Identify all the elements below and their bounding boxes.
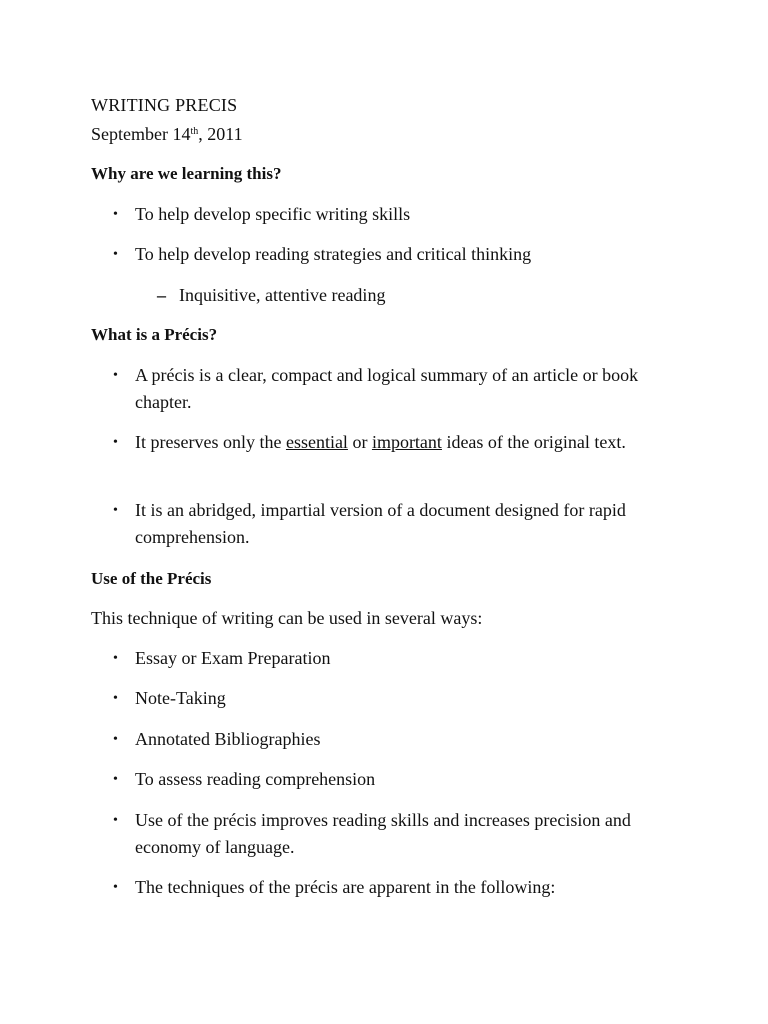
section-heading-what: What is a Précis? (91, 325, 218, 344)
bullet-marker: • (113, 368, 118, 383)
list-item-text: To assess reading comprehension (135, 769, 376, 789)
bullet-marker: • (113, 651, 118, 666)
list-item-text: Essay or Exam Preparation (135, 648, 331, 668)
list-item-text: Note-Taking (135, 688, 226, 708)
list-item-text: The techniques of the précis are apparent in the following: (135, 877, 556, 897)
bullet-marker: • (113, 813, 118, 828)
list-item (113, 429, 673, 456)
list-item-text: A précis is a clear, compact and logical summary of an article or book chapter. (135, 365, 639, 412)
date-rest: , 2011 (198, 124, 243, 144)
list-item (113, 874, 673, 901)
list-item (113, 685, 673, 712)
bullet-marker: • (113, 772, 118, 787)
date-prefix: September 14 (91, 124, 191, 144)
list-item-text: To help develop reading strategies and critical thinking (135, 244, 532, 264)
list-item (113, 645, 673, 672)
list-item-text: Use of the précis improves reading skills and increases precision and economy of language. (135, 810, 631, 857)
sub-list-item (157, 284, 385, 306)
bullet-marker: • (113, 435, 118, 450)
intro-text: This technique of writing can be used in several ways: (91, 608, 483, 628)
list-item-text (135, 429, 673, 456)
list-item (113, 497, 673, 551)
date-line (91, 123, 243, 145)
list-item-text: Annotated Bibliographies (135, 729, 321, 749)
date-suffix: th (190, 126, 199, 137)
list-item (113, 807, 673, 861)
sub-list-item-text: Inquisitive, attentive reading (179, 285, 386, 305)
page-title: WRITING PRECIS (91, 95, 238, 115)
text-middle: or (347, 432, 372, 452)
section-heading-why: Why are we learning this? (91, 164, 282, 183)
bullet-marker: • (113, 503, 118, 518)
list-item (113, 766, 673, 793)
bullet-marker: • (113, 880, 118, 895)
dash-marker: – (157, 285, 166, 305)
list-item-text: To help develop specific writing skills (135, 204, 411, 224)
list-item (113, 201, 673, 228)
list-item (113, 362, 673, 416)
list-item (113, 726, 673, 753)
list-item-text: It is an abridged, impartial version of a document designed for rapid comprehension. (135, 500, 626, 547)
text-after: ideas of the original text. (441, 432, 626, 452)
section-heading-use: Use of the Précis (91, 569, 212, 588)
text-before: It preserves only the (135, 432, 286, 452)
bullet-marker: • (113, 247, 118, 262)
bullet-marker: • (113, 732, 118, 747)
underlined-word-essential: essential (285, 432, 348, 452)
bullet-marker: • (113, 691, 118, 706)
list-item (113, 241, 673, 268)
bullet-marker: • (113, 207, 118, 222)
underlined-word-important: important (371, 432, 442, 452)
